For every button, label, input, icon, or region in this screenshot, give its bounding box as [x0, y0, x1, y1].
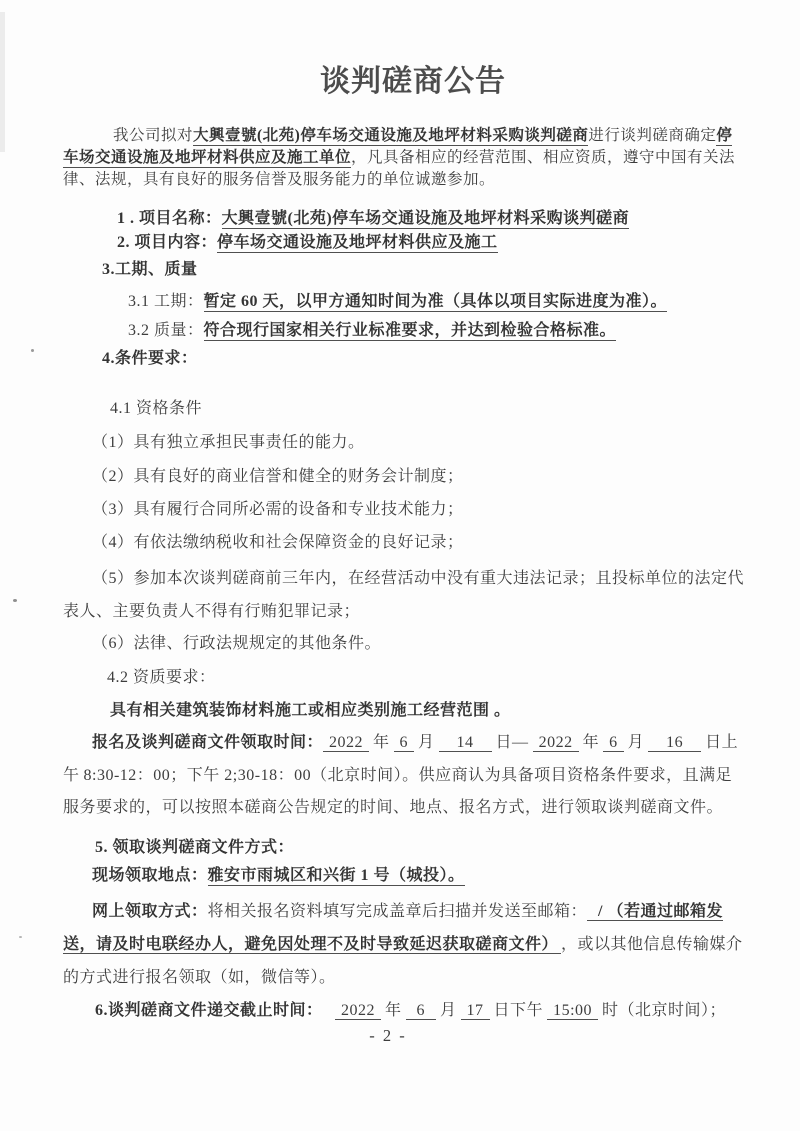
credential-heading: 4.2 资质要求：: [107, 669, 216, 686]
intro-tail: ，凡具备相应的经营范围、相应资质，遵守中国有关法律、法规，具有良好的服务信誉及服务能力的单位诚邀参加。: [63, 149, 736, 188]
online-label: 网上领取方式：: [92, 903, 208, 920]
onsite-pickup-line: [92, 862, 465, 885]
registration-month2: 6: [603, 734, 624, 752]
registration-month1: 6: [394, 734, 415, 752]
item3-2-label: 3.2 质量：: [128, 322, 204, 339]
scan-edge-artifact: [0, 12, 5, 152]
registration-time-paragraph: [63, 727, 747, 825]
section3-heading: 3.工期、质量: [102, 261, 198, 278]
item3-1-value: 暂定 60 天，以甲方通知时间为准（具体以项目实际进度为准）。: [203, 293, 668, 310]
online-text: 将相关报名资料填写完成盖章后扫描并发送至邮箱：: [207, 903, 588, 920]
registration-sep-month1: 月: [418, 734, 435, 751]
quality-line: [128, 317, 616, 340]
item3-1-label: 3.1 工期：: [128, 293, 204, 310]
scan-speck: [13, 599, 17, 602]
registration-day2: 16: [648, 734, 701, 752]
registration-sep-day2: 日上午: [63, 734, 739, 784]
page-title: 谈判磋商公告: [320, 65, 506, 98]
section4-heading: 4.条件要求：: [102, 350, 198, 367]
page-number: - 2 -: [369, 1026, 407, 1045]
deadline-day: 17: [461, 1002, 490, 1020]
intro-paragraph: [63, 125, 744, 191]
online-tail: ，或以其他信息传输媒介的方式进行报名领取（如，微信等）。: [63, 936, 743, 986]
project-name-line: [117, 205, 629, 228]
item1-value: 大興壹號(北苑)停车场交通设施及地坪材料采购谈判磋商: [221, 210, 630, 227]
condition-item: （4）有依法缴纳税收和社会保障资金的良好记录；: [92, 534, 464, 551]
scan-speck: [19, 936, 22, 938]
condition-item: （1）具有独立承担民事责任的能力。: [92, 434, 365, 451]
deadline-sep-month: 月: [440, 1002, 457, 1019]
item3-2-value: 符合现行国家相关行业标准要求，并达到检验合格标准。: [203, 322, 617, 339]
registration-sep-year1: 年: [373, 734, 390, 751]
intro-lead: 我公司拟对: [113, 127, 194, 144]
deadline-sep-year: 年: [385, 1002, 402, 1019]
deadline-time: 15:00: [547, 1002, 598, 1020]
registration-sep-day1: 日—: [495, 734, 529, 751]
deadline-label: 6.谈判磋商文件递交截止时间：: [95, 1002, 323, 1019]
registration-sep-month2: 月: [627, 734, 645, 751]
item2-value: 停车场交通设施及地坪材料供应及施工: [217, 234, 498, 251]
deadline-sep-day: 日下午: [493, 1002, 544, 1019]
condition-item: （3）具有履行合同所必需的设备和专业技术能力；: [92, 501, 464, 518]
deadline-gap: [323, 1002, 336, 1019]
online-pickup-paragraph: [63, 895, 749, 994]
condition-item: （5）参加本次谈判磋商前三年内，在经营活动中没有重大违法记录；且投标单位的法定代表人、主要负责人不得有行贿犯罪记录；: [63, 570, 745, 620]
scan-speck: [31, 349, 34, 352]
intro-middle: 进行谈判磋商确定: [588, 127, 717, 144]
registration-day1: 14: [439, 734, 492, 752]
deadline-line: [95, 997, 730, 1020]
onsite-label: 现场领取地点：: [92, 867, 208, 884]
registration-label: 报名及谈判磋商文件领取时间：: [92, 734, 324, 751]
registration-year2: 2022: [533, 734, 579, 752]
registration-detail: 8:30-12：00；下午 2;30-18：00（北京时间）。供应商认为具备项目资格条件要求，且满足服务要求的，可以按照本磋商公告规定的时间、地点、报名方式，进行领取谈判磋商文件。: [63, 766, 733, 816]
deadline-month: 6: [406, 1002, 437, 1020]
item2-label: 2. 项目内容：: [117, 234, 218, 251]
onsite-value: 雅安市雨城区和兴街 1 号（城投）。: [207, 867, 465, 884]
intro-target: 停车场交通设施及地坪材料供应及施工单位: [63, 127, 733, 166]
condition-item: （6）法律、行政法规规定的其他条件。: [92, 635, 382, 652]
project-content-line: [117, 229, 498, 252]
condition-item: （2）具有良好的商业信誉和健全的财务会计制度；: [92, 468, 464, 485]
item1-label: 1 . 项目名称：: [117, 210, 222, 227]
online-email-blank: / （若通过邮箱发送，请及时电联经办人，避免因处理不及时导致延迟获取磋商文件）: [63, 903, 723, 953]
registration-sep-year2: 年: [582, 734, 600, 751]
deadline-year: 2022: [335, 1002, 381, 1020]
qualification-heading: 4.1 资格条件: [110, 400, 203, 417]
duration-line: [128, 288, 667, 311]
credential-value: 具有相关建筑装饰材料施工或相应类别施工经营范围 。: [110, 702, 511, 719]
registration-year1: 2022: [323, 734, 369, 752]
intro-project-name: 大興壹號(北苑)停车场交通设施及地坪材料采购谈判磋商: [193, 127, 589, 144]
section5-heading: 5. 领取谈判磋商文件方式：: [95, 839, 295, 856]
deadline-tail: 时（北京时间）；: [602, 1002, 727, 1019]
